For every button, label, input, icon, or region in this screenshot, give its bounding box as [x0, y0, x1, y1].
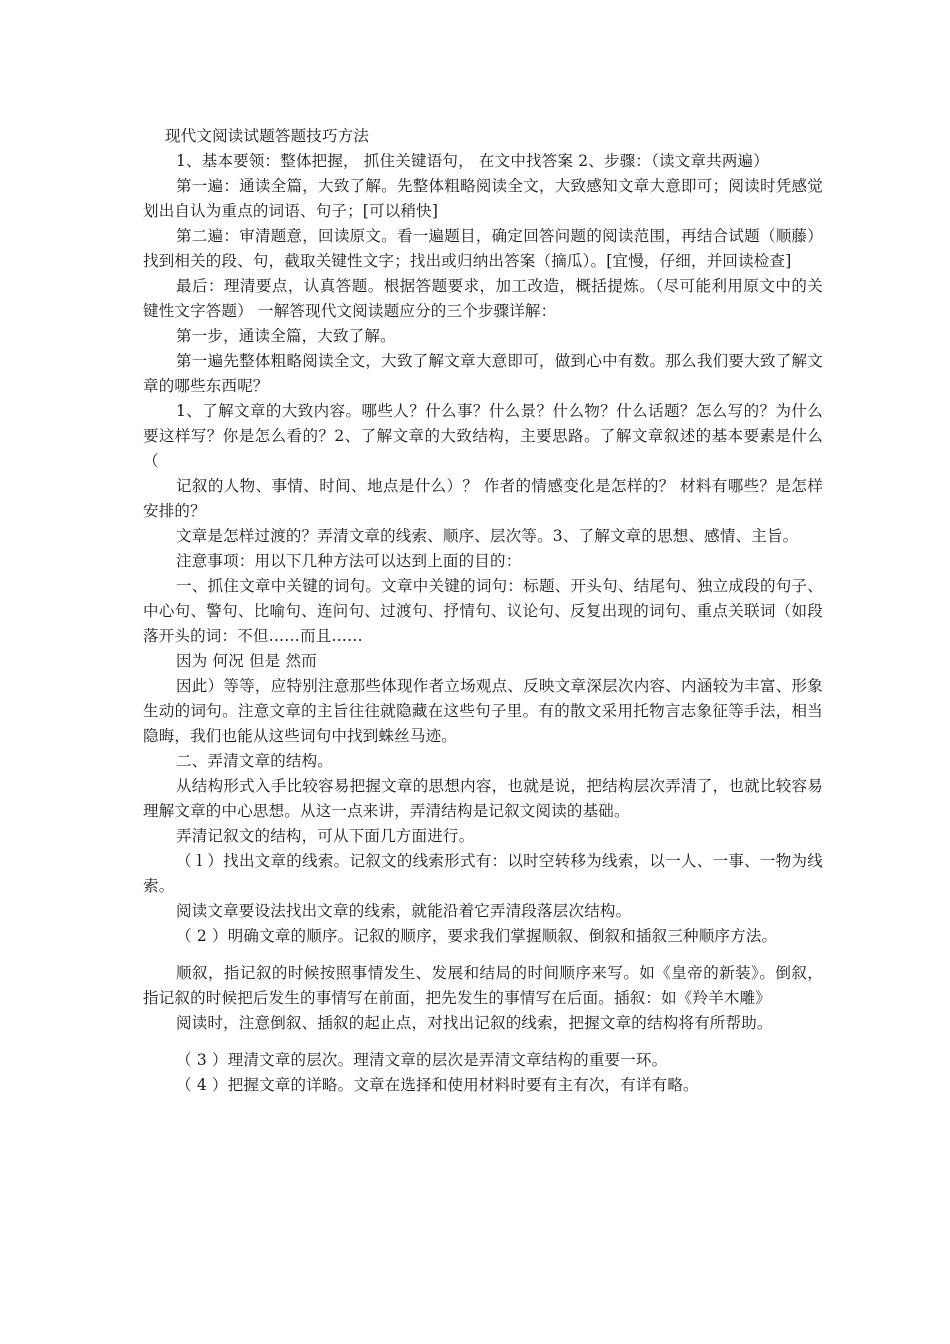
paragraph: 1、基本要领：整体把握， 抓住关键语句， 在文中找答案 2、步骤：（读文章共两遍） [176, 152, 769, 170]
paragraph: 第一遍：通读全篇，大致了解。先整体粗略阅读全文，大致感知文章大意即可；阅读时凭感觉划出自认为重点的词语、句子；[可以稍快] [143, 177, 823, 220]
document-page [143, 124, 823, 1098]
paragraph: （ 4 ）把握文章的详略。文章在选择和使用材料时要有主有次，有详有略。 [176, 1076, 699, 1094]
paragraph: 1、了解文章的大致内容。哪些人？什么事？什么景？什么物？什么话题？怎么写的？为什么要这样写？你是怎么看的？2、了解文章的大致结构，主要思路。了解文章叙述的基本要素是什么（ [143, 402, 823, 470]
paragraph: （ l ）找出文章的线索。记叙文的线索形式有：以时空转移为线索，以一人、一事、一物为线索。 [143, 852, 823, 895]
paragraph: 第二遍：审清题意，回读原文。看一遍题目，确定回答问题的阅读范围，再结合试题（顺藤）找到相关的段、句，截取关键性文字；找出或归纳出答案（摘瓜）。[宜慢，仔细，并回读检查] [143, 227, 823, 270]
paragraph: 注意事项：用以下几种方法可以达到上面的目的： [176, 552, 522, 570]
paragraph: 一、抓住文章中关键的词句。文章中关键的词句：标题、开头句、结尾句、独立成段的句子、中心句、警句、比喻句、连问句、过渡句、抒情句、议论句、反复出现的词句、重点关联词（如段落开头的词：不但……而且…… [143, 577, 823, 645]
paragraph: 第一步，通读全篇，大致了解。 [176, 327, 396, 345]
paragraph: 阅读时，注意倒叙、插叙的起止点，对找出记叙的线索，把握文章的结构将有所帮助。 [176, 1014, 773, 1032]
paragraph: 第一遍先整体粗略阅读全文，大致了解文章大意即可，做到心中有数。那么我们要大致了解文章的哪些东西呢？ [143, 352, 823, 395]
paragraph: 因为 何况 但是 然而 [176, 652, 317, 670]
paragraph: （ 3 ）理清文章的层次。理清文章的层次是弄清文章结构的重要一环。 [176, 1051, 668, 1069]
document-title: 现代文阅读试题答题技巧方法 [165, 127, 370, 145]
paragraph: 文章是怎样过渡的？弄清文章的线索、顺序、层次等。3、了解文章的思想、感情、主旨。 [176, 527, 799, 545]
paragraph: 最后：理清要点，认真答题。根据答题要求，加工改造，概括提炼。（尽可能利用原文中的关键性文字答题） 一解答现代文阅读题应分的三个步骤详解： [143, 277, 823, 320]
paragraph: 顺叙，指记叙的时候按照事情发生、发展和结局的时间顺序来写。如《皇帝的新装》。倒叙，指记叙的时候把后发生的事情写在前面，把先发生的事情写在后面。插叙：如《羚羊木雕》 [143, 964, 823, 1007]
paragraph: 阅读文章要设法找出文章的线索，就能沿着它弄清段落层次结构。 [176, 902, 632, 920]
paragraph: 弄清记叙文的结构，可从下面几方面进行。 [176, 827, 475, 845]
paragraph: 因此）等等，应特别注意那些体现作者立场观点、反映文章深层次内容、内涵较为丰富、形象生动的词句。注意文章的主旨往往就隐藏在这些句子里。有的散文采用托物言志象征等手法，相当隐晦，我们也能从这些词句中找到蛛丝马迹。 [143, 677, 823, 745]
paragraph: 从结构形式入手比较容易把握文章的思想内容，也就是说，把结构层次弄清了，也就比较容易理解文章的中心思想。从这一点来讲，弄清结构是记叙文阅读的基础。 [143, 777, 823, 820]
paragraph: 记叙的人物、事情、时间、地点是什么）？ 作者的情感变化是怎样的？ 材料有哪些？是怎样安排的？ [143, 477, 823, 520]
paragraph: （ 2 ）明确文章的顺序。记叙的顺序，要求我们掌握顺叙、倒叙和插叙三种顺序方法。 [176, 927, 778, 945]
paragraph: 二、弄清文章的结构。 [176, 752, 334, 770]
